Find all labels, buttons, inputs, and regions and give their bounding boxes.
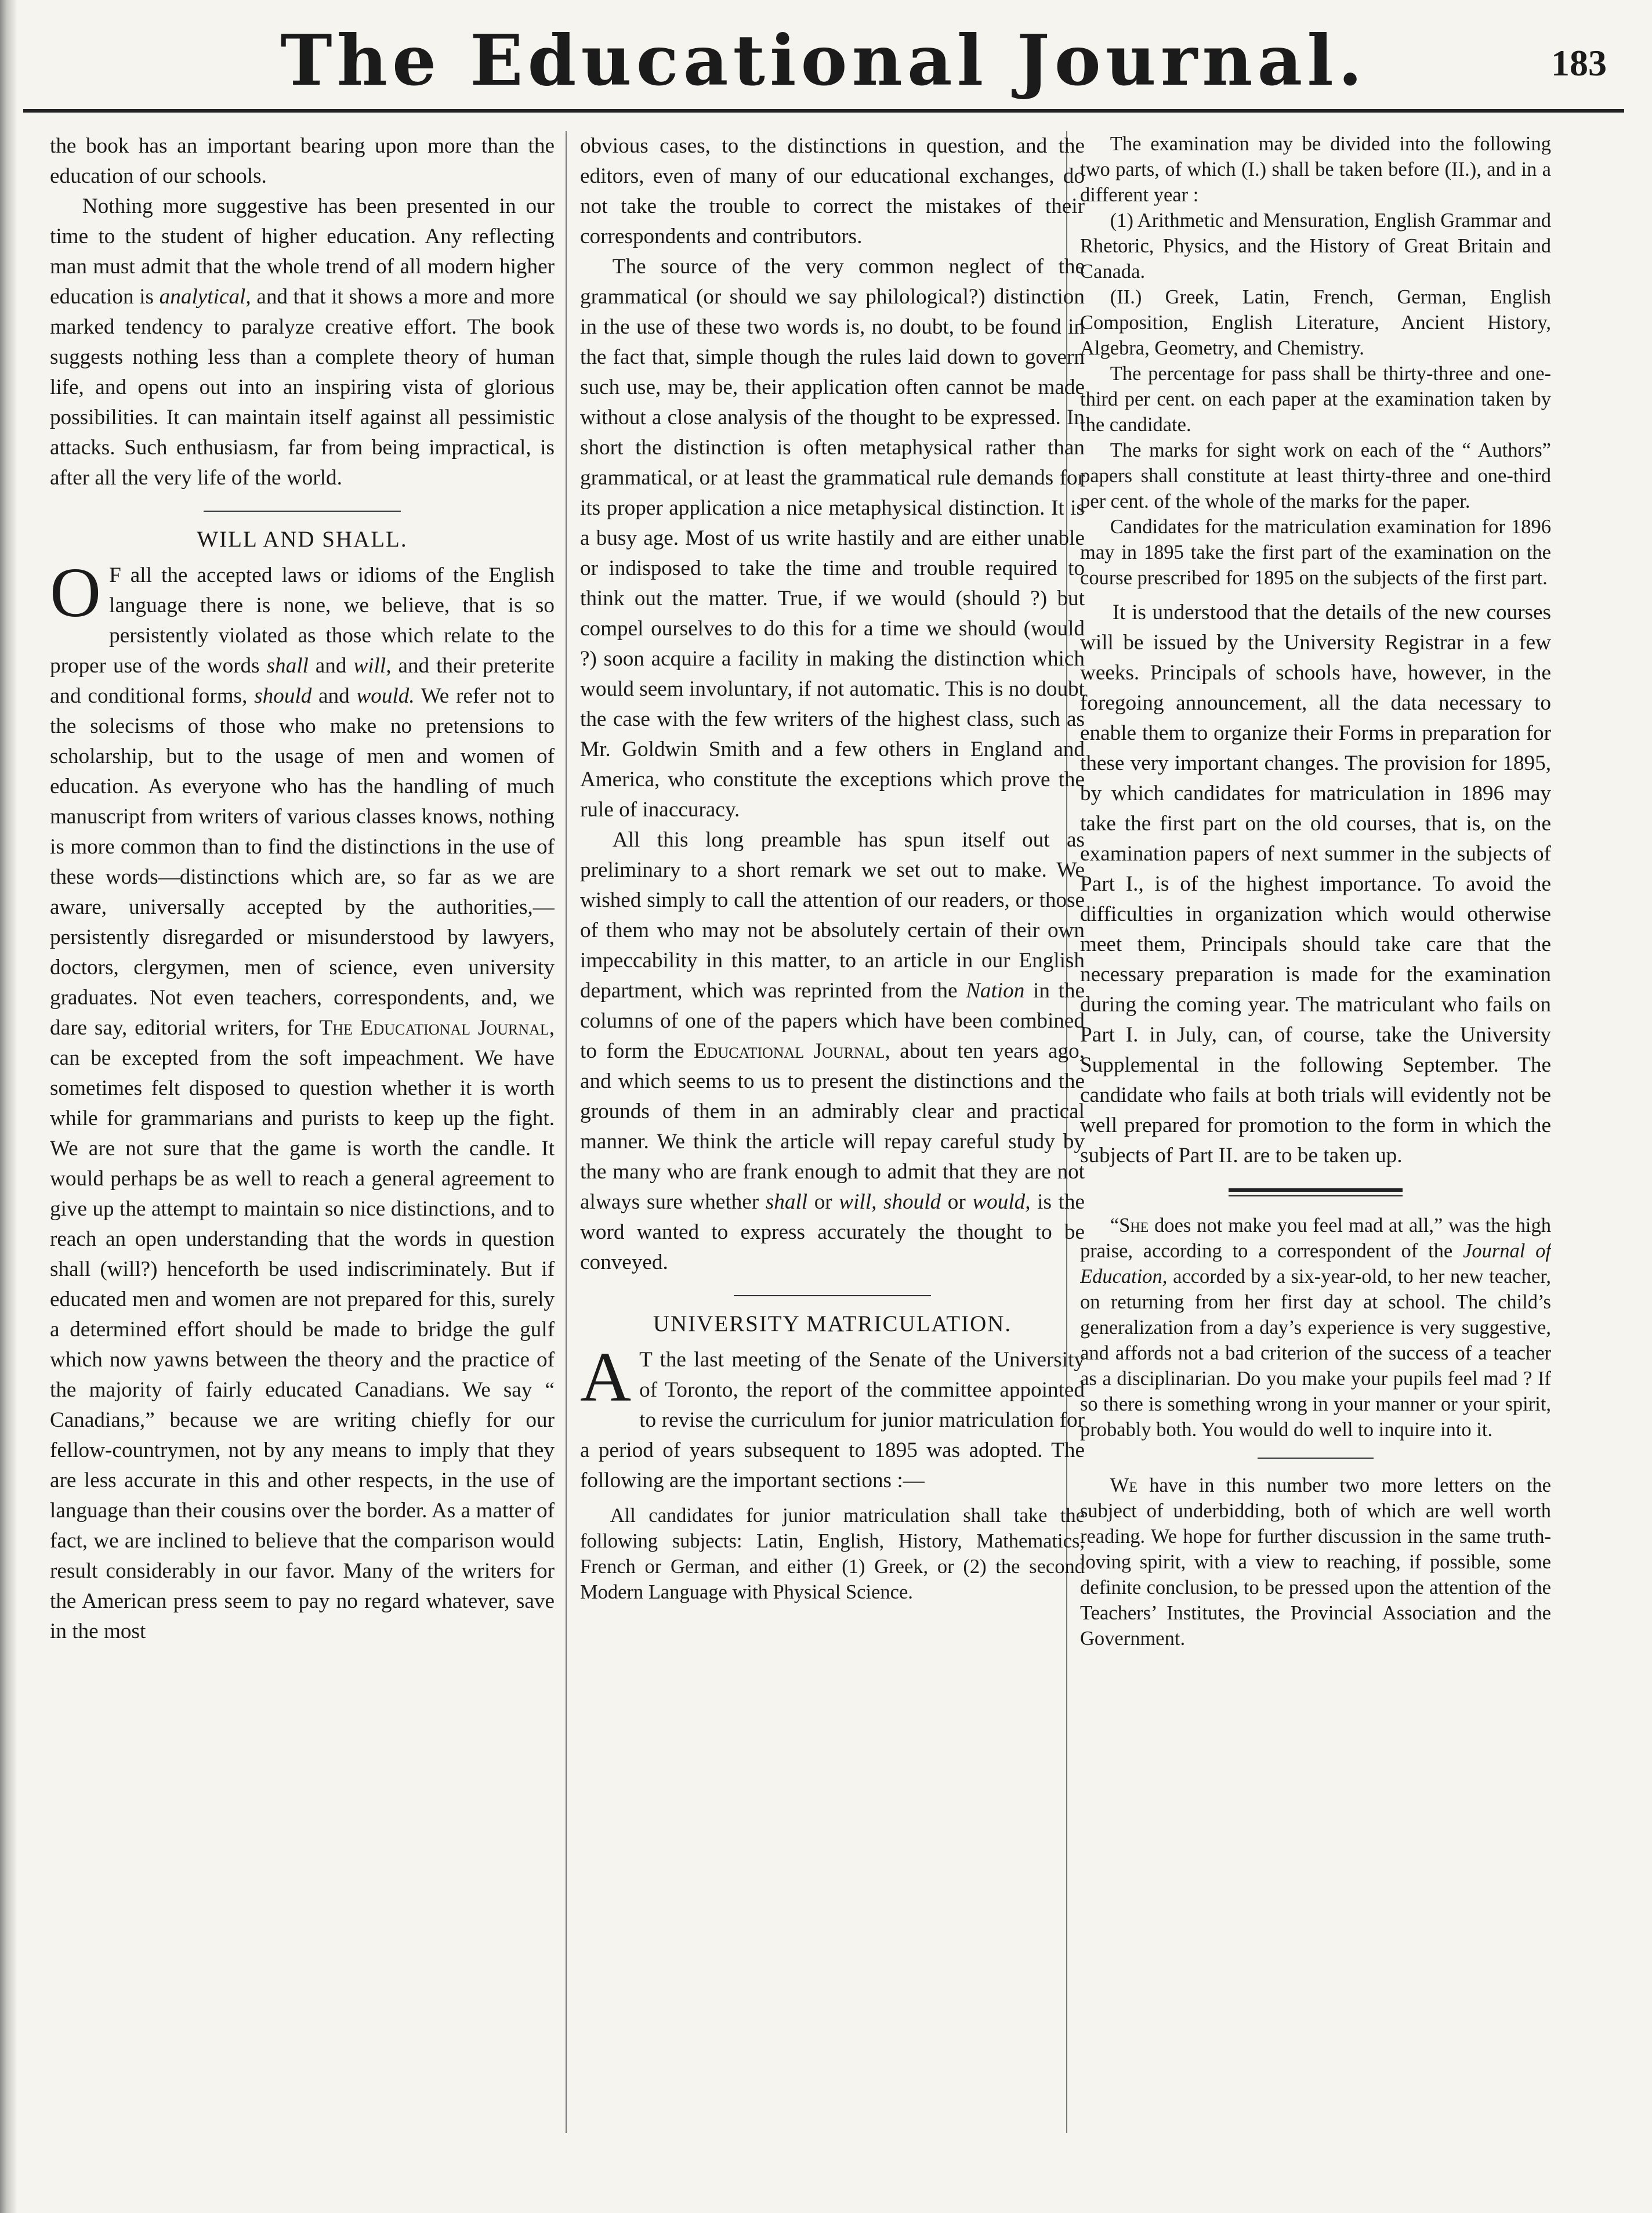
section-rule	[734, 1295, 931, 1296]
paragraph: All this long preamble has spun itself out as preliminary to a short remark we set out to make. We wished simply to call the attention of our readers, or those of them who may not be absolutely certain of their own impeccability in this matter, to an article in our English department, which was reprinted from the Nation in the columns of one of the papers which have been combined to form the Educational Journal, about ten years ago, and which seems to us to present the distinctions and the grounds of them in an admirably clear and practical manner. We think the article will repay careful study by the many who are frank enough to admit that they are not always sure whether shall or will, should or would, is the word wanted to express accurately the thought to be conveyed.	[580, 828, 1085, 1274]
column-3	[1080, 131, 1551, 2197]
paragraph: “She does not make you feel mad at all,” was the high praise, according to a correspondent of the Journal of Education, accorded by a six-year-old, to her new teacher, on returning from her first day at school. The child’s generalization from a day’s experience is very suggestive, and affords not a bad criterion of the success of a teacher as a disciplinarian. Do you make your pupils feel mad ? If so there is something wrong in your manner or your spirit, probably both. You would do well to inquire into it.	[1080, 1214, 1551, 1441]
column-divider	[566, 131, 567, 2133]
paragraph: The marks for sight work on each of the “ Authors” papers shall constitute at least thirty-three and one-third per cent. of the whole of the marks for the paper.	[1080, 439, 1551, 512]
column-1	[50, 131, 555, 2197]
section-rule	[1258, 1458, 1374, 1459]
masthead-title: The Educational Journal.	[280, 20, 1367, 102]
paragraph: Candidates for the matriculation examination for 1896 may in 1895 take the first part of the examination on the course prescribed for 1895 on the subjects of the first part.	[1080, 516, 1551, 589]
paragraph: O F all the accepted laws or idioms of the English language there is none, we believe, that is so persistently violated as those which relate to the proper use of the words shall and will, and their preterite and conditional forms, should and would. We refer not to the solecisms of those who make no pretensions to scholarship, but to the usage of men and women of education. As everyone who has the handling of much manuscript from writers of various classes knows, nothing is more common than to find the distinctions in the use of these words—distinctions which are, so far as we are aware, universally accepted by the authorities,—persistently disregarded or misunderstood by lawyers, doctors, clergymen, men of science, even university graduates. Not even teachers, correspondents, and, we dare say, editorial writers, for The Educational Journal, can be excepted from the soft impeachment. We have sometimes felt disposed to question whether it is worth while for grammarians and purists to keep up the fight. We are not sure that the game is worth the candle. It would perhaps be as well to reach a general agreement to give up the attempt to maintain so nice distinctions, and to reach an open understanding that the words in question shall (will?) henceforth be used indiscriminately. But if educated men and women are not prepared for this, surely a determined effort should be made to bridge the gulf which now yawns between the theory and the practice of the majority of fairly educated Canadians. We say “ Canadians,” because we are writing chiefly for our fellow-countrymen, not by any means to imply that they are less accurate in this and other respects, in the use of language than their cousins over the border. As a matter of fact, we are inclined to believe that the comparison would result considerably in our favor. Many of the writers for the American press seem to pay no regard whatever, save in the most	[50, 554, 555, 1643]
double-rule	[1229, 1188, 1403, 1196]
drop-cap: A	[580, 1338, 632, 1416]
column-2	[580, 131, 1085, 2197]
paragraph: The examination may be divided into the following two parts, of which (I.) shall be taken before (II.), and in a different year :	[1080, 133, 1551, 206]
scan-shadow-edge	[0, 0, 17, 2213]
paragraph: (II.) Greek, Latin, French, German, English Composition, English Literature, Ancient History, Algebra, Geometry, and Chemistry.	[1080, 286, 1551, 359]
section-heading-will-and-shall: WILL AND SHALL.	[197, 527, 408, 552]
paragraph: (1) Arithmetic and Mensuration, English Grammar and Rhetoric, Physics, and the History of Great Britain and Canada.	[1080, 209, 1551, 283]
paragraph: Nothing more suggestive has been presented in our time to the student of higher education. Any reflecting man must admit that the whole trend of all modern higher education is analytical, and that it shows a more and more marked tendency to paralyze creative effort. The book suggests nothing less than a complete theory of human life, and opens out into an inspiring vista of glorious possibilities. It can maintain itself against all pessimistic attacks. Such enthusiasm, far from being impractical, is after all the very life of the world.	[50, 194, 555, 490]
paragraph: It is understood that the details of the new courses will be issued by the University Registrar in a few weeks. Principals of schools have, however, in the foregoing announcement, all the data necessary to enable them to organize their Forms in preparation for these very important changes. The provision for 1895, by which candidates for matriculation in 1896 may take the first part on the old courses, that is, on the examination papers of next summer in the subjects of Part I., is of the highest importance. To avoid the difficulties in organization which would otherwise meet them, Principals should take care that the necessary preparation is made for the examination during the coming year. The matriculant who fails on Part I. in July, can, of course, take the University Supplemental in the following September. The candidate who fails at both trials will evidently not be well prepared for promotion to the form in which the subjects of Part II. are to be taken up.	[1080, 601, 1551, 1167]
paragraph: We have in this number two more letters on the subject of underbidding, both of which are well worth reading. We hope for further discussion in the same truth-loving spirit, with a view to reaching, if possible, some definite conclusion, to be pressed upon the attention of the Teachers’ Institutes, the Provincial Association and the Government.	[1080, 1474, 1551, 1650]
paragraph: obvious cases, to the distinctions in question, and the editors, even of many of our educational exchanges, do not take the trouble to correct the mistakes of their correspondents and contributors.	[580, 134, 1085, 248]
paragraph: The percentage for pass shall be thirty-three and one-third per cent. on each paper at the examination taken by the candidate.	[1080, 363, 1551, 436]
paragraph: the book has an important bearing upon more than the education of our schools.	[50, 134, 555, 188]
section-heading-university-matriculation: UNIVERSITY MATRICULATION.	[653, 1311, 1012, 1336]
drop-cap: O	[50, 554, 102, 632]
section-rule	[204, 511, 401, 512]
paragraph: A T the last meeting of the Senate of the University of Toronto, the report of the committee appointed to revise the curriculum for junior matriculation for a period of years subsequent to 1895 was adopted. The following are the important sections :—	[580, 1338, 1085, 1492]
page-number: 183	[1551, 42, 1607, 84]
page-header	[23, 16, 1624, 113]
paragraph: All candidates for junior matriculation shall take the following subjects: Latin, English, History, Mathematics, French or German, and either (1) Greek, or (2) the second Modern Language with Physical Science.	[580, 1505, 1085, 1603]
paragraph: The source of the very common neglect of the grammatical (or should we say philological?) distinction in the use of these two words is, no doubt, to be found in the fact that, simple though the rules laid down to govern such use, may be, their application often cannot be made without a close analysis of the thought to be expressed. In short the distinction is often metaphysical rather than grammatical, or at least the grammatical rule demands for its proper application a nice metaphysical distinction. It is a busy age. Most of us write hastily and are either unable or indisposed to take the time and trouble required to think out the matter. True, if we would (should ?) but compel ourselves to do this for a time we should (would ?) soon acquire a facility in making the distinction which would seem involuntary, if not automatic. This is no doubt the case with the few writers of the highest class, such as Mr. Goldwin Smith and a few others in England and America, who constitute the exceptions which prove the rule of inaccuracy.	[580, 255, 1085, 822]
